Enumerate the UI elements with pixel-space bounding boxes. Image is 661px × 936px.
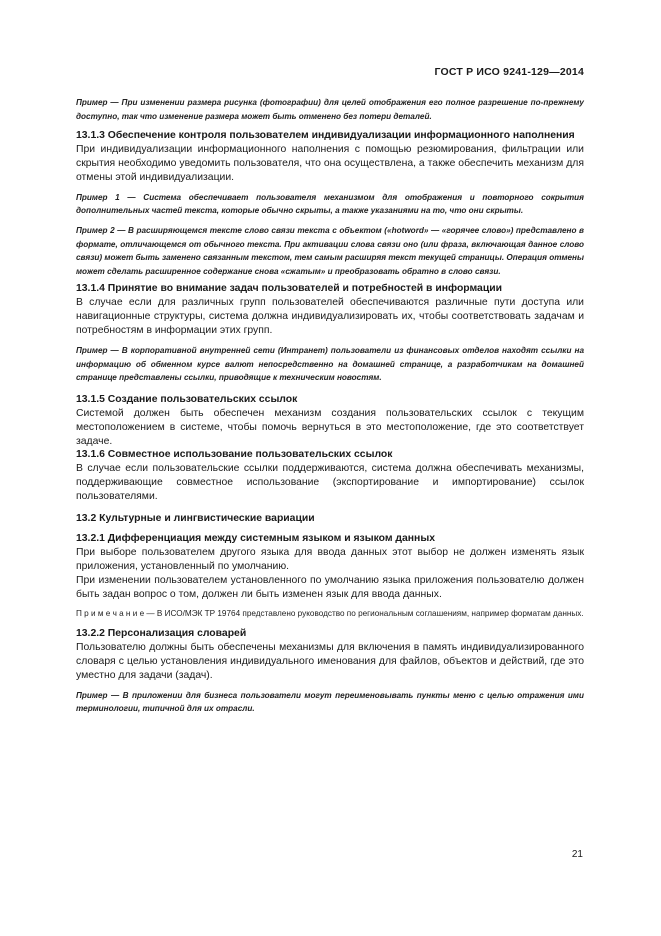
document-body [76, 96, 584, 716]
example-2-text: Пример 2 — В расширяющемся тексте слово связи текста с объектом («hotword» — «горячее слово») представлено в формате, отличающемся от обычного текста. При активации слова связи оно (или фраза, включающая данное слово связи) может быть заменено связанным текстом, тем самым расширяя текст текущей страницы. Операция отмены может сделать расширенное содержание снова «сжатым» и преобразовать обратно в слово связи. [76, 226, 584, 276]
page-number: 21 [571, 849, 583, 860]
paragraph-13-1-5: Системой должен быть обеспечен механизм создания пользовательских ссылок с текущим местоположением в системе, чтобы помочь вернуться в это местоположение, где это соответствует задаче. [76, 407, 584, 447]
section-heading-13-1-5: 13.1.5 Создание пользовательских ссылок [76, 393, 298, 405]
section-heading-13-2-2: 13.2.2 Персонализация словарей [76, 628, 247, 640]
paragraph-13-1-6: В случае если пользовательские ссылки поддерживаются, система должна обеспечивать механизмы, поддерживающие совместное использование (экспортирование и импортирование) ссылок пользователями. [76, 463, 584, 503]
paragraph-13-2-2: Пользователю должны быть обеспечены механизмы для включения в память индивидуализированного словаря с целью установления индивидуального именования для файлов, объектов и действий, где это уместно для задачи (задач). [76, 641, 584, 681]
note-text: П р и м е ч а н и е — В ИСО/МЭК ТР 19764 представлено руководство по региональным соглашениям, например форматам данных. [76, 609, 584, 619]
paragraph-13-2-1-a: При выборе пользователем другого языка для ввода данных этот выбор не должен изменять язык приложения, установленный по умолчанию. [76, 546, 584, 572]
section-heading-13-1-4: 13.1.4 Принятие во внимание задач пользователей и потребностей в информации [76, 283, 502, 295]
section-heading-13-2: 13.2 Культурные и лингвистические вариации [76, 513, 315, 525]
document-header: ГОСТ Р ИСО 9241-129—2014 [434, 66, 584, 78]
section-heading-13-1-6: 13.1.6 Совместное использование пользовательских ссылок [76, 449, 393, 461]
example-text: Пример — В приложении для бизнеса пользователи могут переименовывать пункты меню с целью отражения ими терминологии, типичной для их отрасли. [76, 690, 584, 714]
section-heading-13-1-3: 13.1.3 Обеспечение контроля пользователем индивидуализации информационного наполнения [76, 130, 575, 142]
paragraph-13-2-1-b: При изменении пользователем установленного по умолчанию языка приложения пользователю должен быть задан вопрос о том, должен ли быть изменен язык для ввода данных. [76, 574, 584, 600]
example-1-text: Пример 1 — Система обеспечивает пользователя механизмом для отображения и повторного сокрытия дополнительных частей текста, которые обычно скрыты, а также указаниями на то, что они скрыты. [76, 192, 584, 216]
paragraph-13-1-4: В случае если для различных групп пользователей обеспечиваются различные пути доступа или навигационные структуры, система должна индивидуализировать их, чтобы соответствовать задачам и потребностям в информации этих групп. [76, 297, 584, 337]
section-heading-13-2-1: 13.2.1 Дифференциация между системным языком и языком данных [76, 532, 435, 544]
paragraph-13-1-3: При индивидуализации информационного наполнения с помощью резюмирования, фильтрации или скрытия необходимо уведомить пользователя, что она осуществлена, а также обеспечить механизм для отмены этой индивидуализации. [76, 144, 584, 183]
example-text: Пример — В корпоративной внутренней сети (Интранет) пользователи из финансовых отделов находят ссылки на информацию об обменном курсе валют непосредственно на домашней странице, а разработчикам на домашней странице представлены ссылки, приводящие к техническим новостям. [76, 346, 584, 383]
example-text: Пример — При изменении размера рисунка (фотографии) для целей отображения его полное разрешение по-прежнему доступно, так что изменение размера может быть отменено без потери деталей. [76, 98, 584, 121]
